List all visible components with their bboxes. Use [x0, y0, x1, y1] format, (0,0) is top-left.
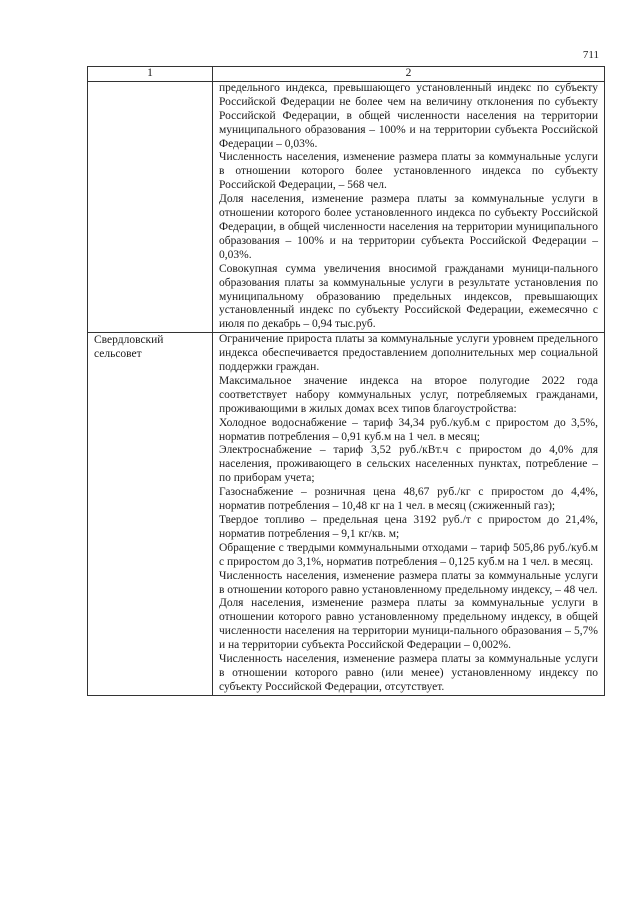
table-header-cell: 2 [213, 67, 605, 82]
table-header-cell: 1 [88, 67, 213, 82]
table-header-row [88, 67, 605, 82]
paragraph: Ограничение прироста платы за коммунальные услуги уровнем предельного индекса обеспечивается предоставлением дополнительных мер социальной поддержки граждан. [219, 333, 598, 374]
paragraph: Обращение с твердыми коммунальными отходами – тариф 505,86 руб./куб.м с приростом до 3,1%, норматив потребления – 0,125 куб.м на 1 чел. в месяц. [219, 541, 598, 568]
table-row [88, 333, 605, 696]
municipality-cell [88, 81, 213, 332]
paragraph: Доля населения, изменение размера платы за коммунальные услуги в отношении которого равно установленному предельному индексу, в общей численности населения на территории муници-пального образования – 5,7% и на территории субъекта Российской Федерации – 0,002%. [219, 597, 598, 652]
paragraph: Твердое топливо – предельная цена 3192 руб./т с приростом до 21,4%, норматив потребления – 9,1 кг/кв. м; [219, 514, 598, 540]
paragraph: Максимальное значение индекса на второе полугодие 2022 года соответствует набору коммунальных услуг, потребляемых гражданами, проживающими в жилых домах всех типов благоустройства: [219, 374, 598, 415]
page-number: 711 [582, 49, 599, 61]
document-table [87, 66, 605, 696]
table-row [88, 81, 605, 332]
municipality-cell [88, 333, 213, 696]
paragraph: Доля населения, изменение размера платы за коммунальные услуги в отношении которого более установленного индекса по субъекту Российской Федерации, в общей численности населения на территории муниципального образования – 100% и на территории субъекта Российской Федерации – 0,03%. [219, 193, 598, 261]
description-cell [213, 333, 605, 696]
paragraph: Совокупная сумма увеличения вносимой гражданами муници-пального образования платы за коммунальные услуги в результате установления по муниципальному образованию предельных индексов, превышающих установленный индекс по субъекту Российской Федерации, ежемесячно с июля по декабрь – 0,94 тыс.руб. [219, 262, 598, 331]
paragraph: Газоснабжение – розничная цена 48,67 руб./кг с приростом до 4,4%, норматив потребления – 10,48 кг на 1 чел. в месяц (сжиженный газ); [219, 486, 598, 513]
paragraph: Численность населения, изменение размера платы за коммунальные услуги в отношении которого более установленного индекса по субъекту Российской Федерации, – 568 чел. [219, 151, 598, 192]
description-cell [213, 81, 605, 332]
paragraph: предельного индекса, превышающего установленный индекс по субъекту Российской Федерации не более чем на величину отклонения по субъекту Российской Федерации, в общей численности населения на территории муниципального образования – 100% и на территории субъекта Российской Федерации – 0,03%. [219, 81, 598, 150]
paragraph: Холодное водоснабжение – тариф 34,34 руб./куб.м с приростом до 3,5%, норматив потребления – 0,91 куб.м на 1 чел. в месяц; [219, 416, 598, 443]
paragraph: Электроснабжение – тариф 3,52 руб./кВт.ч с приростом до 4,0% для населения, проживающего в сельских населенных пунктах, потребление – по приборам учета; [219, 444, 598, 485]
municipality-name: Свердловский сельсовет [94, 334, 164, 361]
paragraph: Численность населения, изменение размера платы за коммунальные услуги в отношении которого равно (или менее) установленному индексу по субъекту Российской Федерации, отсутствует. [219, 653, 598, 693]
paragraph: Численность населения, изменение размера платы за коммунальные услуги в отношении которого равно установленному предельному индексу, – 48 чел. [219, 569, 598, 596]
